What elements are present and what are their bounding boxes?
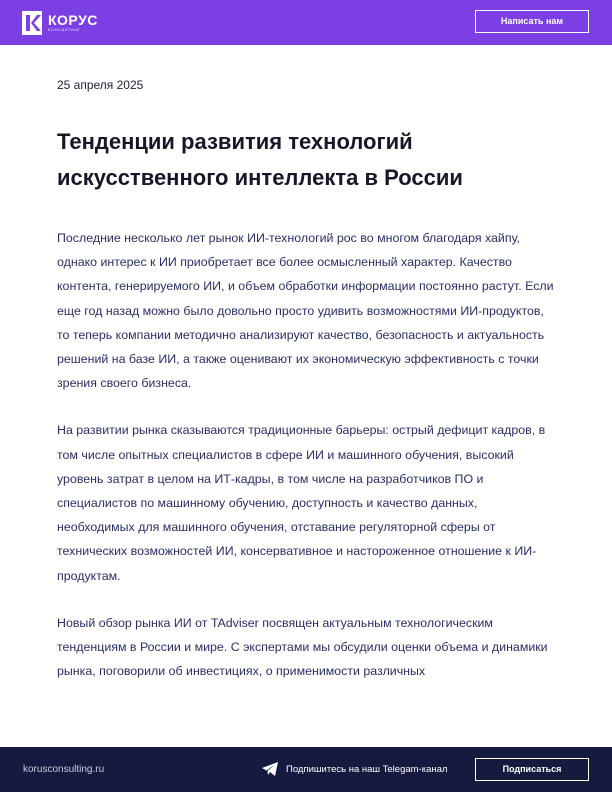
- korus-logo-icon: [22, 11, 42, 35]
- subscribe-button[interactable]: Подписаться: [475, 758, 589, 781]
- logo-subtext: КОНСАЛТИНГ: [48, 27, 81, 32]
- logo-text: КОРУС: [48, 12, 98, 28]
- telegram-subscribe-text[interactable]: Подпишитесь на наш Telegam-канал: [286, 764, 448, 775]
- header-bar: [0, 0, 612, 45]
- article-body: [57, 226, 555, 706]
- footer-bar: [0, 747, 612, 792]
- article-paragraph-2: На развитии рынка сказываются традиционные барьеры: острый дефицит кадров, в том числе опытных специалистов в сфере ИИ и машинного обучения, высокий уровень затрат в целом на ИТ-кадры, в том числе на разработчиков ПО и специалистов по машинному обучению, доступность и качество данных, необходимых для машинного обучения, отставание регуляторной сферы от технических возможностей ИИ, консервативное и настороженное отношение к ИИ-продуктам.: [57, 423, 546, 583]
- article-date: 25 апреля 2025: [57, 78, 144, 92]
- site-link[interactable]: korusconsulting.ru: [23, 764, 105, 775]
- article-paragraph-3: Новый обзор рынка ИИ от TAdviser посвящен актуальным технологическим тенденциям в России и мире. С экспертами мы обсудили оценки объема и динамики рынка, поговорили об инвестициях, о применимости различных: [57, 615, 548, 679]
- article-title: Тенденции развития технологий искусственного интеллекта в России: [57, 129, 463, 190]
- write-us-button[interactable]: Написать нам: [475, 10, 589, 33]
- telegram-icon[interactable]: [262, 762, 278, 776]
- article-paragraph-1: Последние несколько лет рынок ИИ-технологий рос во многом благодаря хайпу, однако интерес к ИИ приобретает все более осмысленный характер. Качество контента, генерируемого ИИ, и объем обработки информации постоянно растут. Если еще год назад можно было довольно просто удивить возможностями ИИ-продуктов, то теперь компании методично анализируют качество, безопасность и актуальность решений на базе ИИ, а также оценивают их экономическую эффективность с точки зрения своего бизнеса.: [57, 231, 554, 391]
